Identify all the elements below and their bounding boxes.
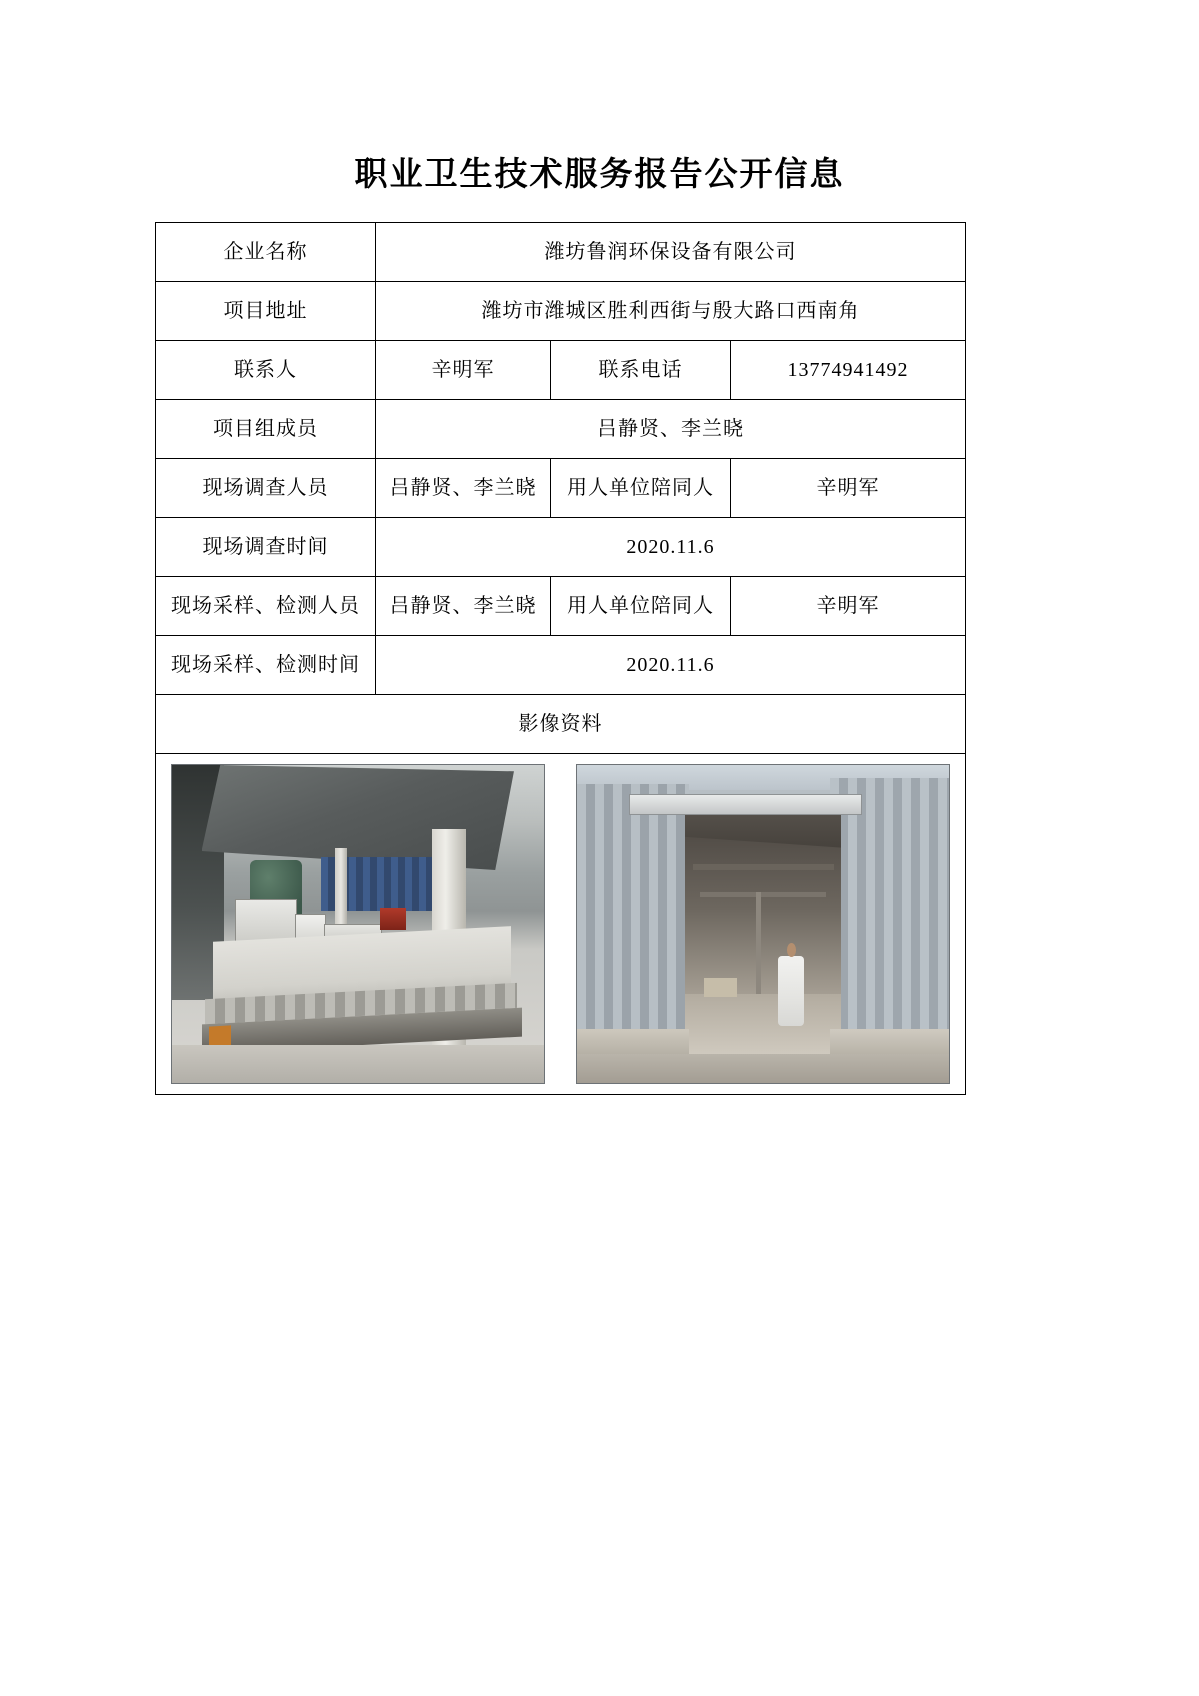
row-label-contact-phone: 联系电话 bbox=[551, 341, 731, 400]
photo2-ground bbox=[577, 1054, 949, 1083]
row-value-survey-accompanier: 辛明军 bbox=[731, 459, 966, 518]
row-label-sampling-staff: 现场采样、检测人员 bbox=[156, 577, 376, 636]
warehouse-entrance-photo bbox=[576, 764, 950, 1084]
photo1-floor bbox=[172, 1045, 544, 1083]
photo2-interior-floor bbox=[685, 994, 841, 1054]
table-row bbox=[156, 518, 966, 577]
row-value-company-name: 潍坊鲁润环保设备有限公司 bbox=[376, 223, 966, 282]
public-information-table bbox=[155, 222, 966, 1095]
table-row bbox=[156, 341, 966, 400]
photo2-roof-truss-secondary bbox=[700, 892, 826, 897]
row-label-sampling-date: 现场采样、检测时间 bbox=[156, 636, 376, 695]
photo2-work-table bbox=[704, 978, 737, 997]
table-row bbox=[156, 282, 966, 341]
row-value-sampling-date: 2020.11.6 bbox=[376, 636, 966, 695]
photo1-small-pillar bbox=[335, 848, 346, 931]
row-label-survey-staff: 现场调查人员 bbox=[156, 459, 376, 518]
row-value-project-address: 潍坊市潍城区胜利西街与殷大路口西南角 bbox=[376, 282, 966, 341]
media-photos-cell bbox=[156, 754, 966, 1095]
row-value-survey-date: 2020.11.6 bbox=[376, 518, 966, 577]
table-row bbox=[156, 459, 966, 518]
row-label-sampling-accompanier: 用人单位陪同人 bbox=[551, 577, 731, 636]
table-row-media-header bbox=[156, 695, 966, 754]
row-label-company-name: 企业名称 bbox=[156, 223, 376, 282]
photo2-person-body bbox=[778, 956, 804, 1026]
photo2-left-base bbox=[577, 1029, 689, 1054]
photo1-ceiling bbox=[202, 765, 514, 870]
workshop-machine-photo bbox=[171, 764, 545, 1084]
photo2-left-wall bbox=[577, 784, 689, 1054]
row-value-contact-person: 辛明军 bbox=[376, 341, 551, 400]
row-label-project-team: 项目组成员 bbox=[156, 400, 376, 459]
table-row bbox=[156, 636, 966, 695]
table-row bbox=[156, 400, 966, 459]
photo2-right-wall bbox=[830, 778, 949, 1055]
row-label-survey-date: 现场调查时间 bbox=[156, 518, 376, 577]
table-row bbox=[156, 223, 966, 282]
page-title: 职业卫生技术服务报告公开信息 bbox=[354, 157, 845, 193]
row-value-sampling-accompanier: 辛明军 bbox=[731, 577, 966, 636]
row-value-survey-staff: 吕静贤、李兰晓 bbox=[376, 459, 551, 518]
photo1-red-motor bbox=[380, 908, 406, 930]
row-label-survey-accompanier: 用人单位陪同人 bbox=[551, 459, 731, 518]
row-value-contact-phone: 13774941492 bbox=[731, 341, 966, 400]
row-label-project-address: 项目地址 bbox=[156, 282, 376, 341]
table-row-photos bbox=[156, 754, 966, 1095]
media-section-header: 影像资料 bbox=[156, 695, 966, 754]
row-label-contact-person: 联系人 bbox=[156, 341, 376, 400]
table-row bbox=[156, 577, 966, 636]
row-value-sampling-staff: 吕静贤、李兰晓 bbox=[376, 577, 551, 636]
photo2-roof-truss bbox=[693, 864, 834, 870]
row-value-project-team: 吕静贤、李兰晓 bbox=[376, 400, 966, 459]
photo2-right-base bbox=[830, 1029, 949, 1054]
photo2-door-header-beam bbox=[629, 794, 862, 815]
